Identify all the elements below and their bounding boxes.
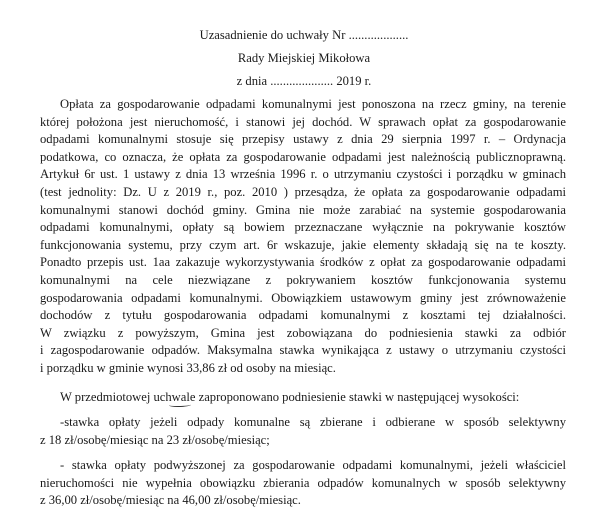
paragraph-1-line: odpadami komunalnymi stosuje się przepisy ustawy z dnia 29 sierpnia 1997 r. – Ordynacja xyxy=(40,132,566,147)
paragraph-1-line: komunalnymi stanowi dochód gminy. Gmina nie może zarabiać na systemie gospodarowania xyxy=(40,202,566,217)
paragraph-1-line: Ponadto przepis ust. 1aa zakazuje wykorzystywania środków z opłat za gospodarowanie odpadami xyxy=(40,255,566,270)
rate-item-1-line: -stawka opłaty jeżeli odpady komunalne są zbierane i odbierane w sposób selektywny xyxy=(60,415,566,430)
rate-item-2-line: nieruchomości nie wypełnia obowiązku zbierania odpadów komunalnych w sposób selektywny xyxy=(40,475,566,490)
rate-item-1-line: z 18 zł/osobę/miesiąc na 23 zł/osobę/miesiąc; xyxy=(40,432,270,447)
paragraph-1-line: W związku z powyższym, Gmina jest zobowiązana do podniesienia stawki za odbiór xyxy=(40,325,566,340)
rate-item-2-line: z 36,00 zł/osobę/miesiąc na 46,00 zł/osobę/miesiąc. xyxy=(40,493,301,508)
document-title: Uzasadnienie do uchwały Nr ................... xyxy=(199,28,409,42)
paragraph-1-line: podatkowa, co oznacza, że opłata za gospodarowanie odpadami jest należnością publicznoprawną. xyxy=(40,149,566,164)
paragraph-1-line: Opłata za gospodarowanie odpadami komunalnymi jest ponoszona na rzecz gminy, na terenie xyxy=(60,97,566,111)
paragraph-1-line: komunalnymi na cele niezwiązane z pokrywaniem kosztów funkcjonowania systemu xyxy=(40,272,566,287)
document-header xyxy=(0,24,600,93)
paragraph-1-line: odpadami komunalnymi, opłaty są bowiem przeznaczane wyłącznie na pokrywanie kosztów xyxy=(40,220,566,235)
justification-body xyxy=(40,96,566,510)
paragraph-1-line: której położona jest nieruchomość, i stanowi jej dochód. W sprawach opłat za gospodarowanie xyxy=(40,114,566,129)
paragraph-1-line: gospodarowania odpadami komunalnymi. Obowiązkiem ustawowym gminy jest zrównoważenie xyxy=(40,290,566,305)
paragraph-1-line: dochodów z tytułu gospodarowania odpadami komunalnymi z kosztami tej działalności. xyxy=(40,308,566,323)
rate-item-2-line: - stawka opłaty podwyższonej za gospodarowanie odpadami komunalnymi, jeżeli właściciel xyxy=(60,458,566,473)
paragraph-1-line: funkcjonowania systemu, przy czym art. 6r wskazuje, jakie elementy składają się na te koszty. xyxy=(40,237,566,252)
paragraph-1-line: i zagospodarowanie odpadów. Maksymalna stawka wynikająca z ustawy o utrzymaniu czystości xyxy=(40,343,566,358)
paragraph-1-line: (test jednolity: Dz. U z 2019 r., poz. 2010 ) przesądza, że opłata za gospodarowanie odpadami xyxy=(40,184,566,199)
council-name: Rady Miejskiej Mikołowa xyxy=(237,51,371,65)
resolution-date: z dnia .................... 2019 r. xyxy=(236,74,372,88)
paragraph-1-line: Artykuł 6r ust. 1 ustawy z dnia 13 września 1996 r. o utrzymaniu czystości i porządku w gminach xyxy=(40,167,566,182)
paragraph-2: W przedmiotowej uchwale zaproponowano podniesienie stawki w następującej wysokości: xyxy=(60,389,520,404)
paragraph-1-line: i porządku w gminie wynosi 33,86 zł od osoby na miesiąc. xyxy=(40,360,336,375)
